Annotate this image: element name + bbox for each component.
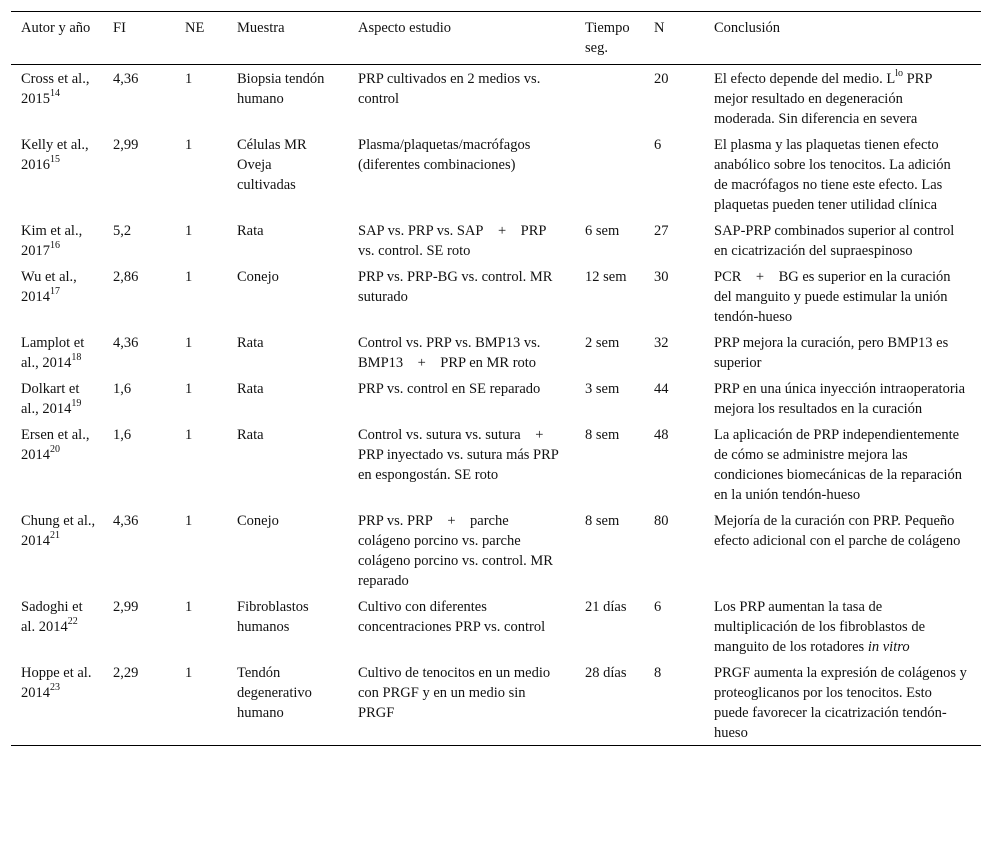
aspecto-cell: PRP vs. control en SE reparado xyxy=(358,381,541,397)
muestra-cell: Rata xyxy=(237,427,264,443)
muestra-cell: Biopsia tendón humano xyxy=(237,71,325,107)
author-cell: Ersen et al., 2014$^{20}$ xyxy=(21,427,90,463)
tiempo-cell: 21 días xyxy=(585,599,627,615)
fi-cell: 5,2 xyxy=(113,223,132,239)
n-cell: 30 xyxy=(654,269,669,285)
table-row xyxy=(11,659,981,746)
aspecto-cell: SAP vs. PRP vs. SAP + PRP vs. control. SE roto xyxy=(358,223,546,259)
author-cell: Kelly et al., 2016$^{15}$ xyxy=(21,137,89,173)
n-cell: 20 xyxy=(654,71,669,87)
ne-cell: 1 xyxy=(185,513,193,529)
reference: 22 xyxy=(67,616,78,628)
reference: 20 xyxy=(50,444,60,456)
header-tiempo: Tiempo seg. xyxy=(585,20,630,56)
fi-cell: 4,36 xyxy=(113,335,139,351)
tiempo-cell: 2 sem xyxy=(585,335,620,351)
fi-cell: 2,99 xyxy=(113,599,139,615)
table-row xyxy=(11,375,981,421)
conclusion-cell: El plasma y las plaquetas tienen efecto anabólico sobre los tenocitos. La adición de macrófagos no tiene este efecto. Las plaquetas pueden tener utilidad clínica xyxy=(714,137,951,213)
conclusion-superscript: lo xyxy=(895,68,903,80)
aspecto-cell: Plasma/plaquetas/macrófagos (diferentes combinaciones) xyxy=(358,137,531,173)
author-cell: Kim et al., 2017$^{16}$ xyxy=(21,223,83,259)
studies-table-container xyxy=(11,11,981,746)
header-ne: NE xyxy=(185,20,205,36)
aspecto-cell: Cultivo de tenocitos en un medio con PRGF y en un medio sin PRGF xyxy=(358,665,551,721)
muestra-cell: Fibroblastos humanos xyxy=(237,599,309,635)
n-cell: 32 xyxy=(654,335,669,351)
muestra-cell: Rata xyxy=(237,335,264,351)
n-cell: 48 xyxy=(654,427,669,443)
aspecto-cell: PRP cultivados en 2 medios vs. control xyxy=(358,71,541,107)
ne-cell: 1 xyxy=(185,71,193,87)
reference: 23 xyxy=(50,682,60,694)
reference: 16 xyxy=(50,240,60,252)
author-cell: Sadoghi et al. 2014$^{22}$ xyxy=(21,599,83,635)
ne-cell: 1 xyxy=(185,665,193,681)
table-row xyxy=(11,593,981,659)
n-cell: 27 xyxy=(654,223,669,239)
conclusion-cell: PRP en una única inyección intraoperatoria mejora los resultados en la curación xyxy=(714,381,966,417)
fi-cell: 2,99 xyxy=(113,137,139,153)
ne-cell: 1 xyxy=(185,223,193,239)
ne-cell: 1 xyxy=(185,599,193,615)
header-author: Autor y año xyxy=(21,20,91,36)
author-cell: Dolkart et al., 2014$^{19}$ xyxy=(21,381,82,417)
n-cell: 6 xyxy=(654,137,662,153)
reference: 14 xyxy=(50,88,60,100)
fi-cell: 1,6 xyxy=(113,427,132,443)
reference: 21 xyxy=(50,530,60,542)
conclusion-cell: El efecto depende del medio. $L^{lo}$ PRP mejor resultado en degeneración moderada. Sin diferencia en severa xyxy=(714,68,932,127)
n-cell: 6 xyxy=(654,599,662,615)
aspecto-cell: Cultivo con diferentes concentraciones PRP vs. control xyxy=(358,599,546,635)
muestra-cell: Rata xyxy=(237,223,264,239)
muestra-cell: Tendón degenerativo humano xyxy=(237,665,312,721)
tiempo-cell: 8 sem xyxy=(585,427,620,443)
aspecto-cell: PRP vs. PRP-BG vs. control. MR suturado xyxy=(358,269,553,305)
table-row xyxy=(11,263,981,329)
fi-cell: 4,36 xyxy=(113,71,139,87)
author-cell: Wu et al., 2014$^{17}$ xyxy=(21,269,77,305)
tiempo-cell: 28 días xyxy=(585,665,627,681)
header-fi: FI xyxy=(113,20,126,36)
aspecto-cell: Control vs. PRP vs. BMP13 vs. BMP13 + PRP en MR roto xyxy=(358,335,541,371)
author-cell: Chung et al., 2014$^{21}$ xyxy=(21,513,96,549)
ne-cell: 1 xyxy=(185,335,193,351)
table-header xyxy=(11,12,981,65)
aspecto-cell: Control vs. sutura vs. sutura + PRP inyectado vs. sutura más PRP en espongostán. SE roto xyxy=(358,427,559,483)
ne-cell: 1 xyxy=(185,427,193,443)
fi-cell: 2,29 xyxy=(113,665,139,681)
header-conclusion: Conclusión xyxy=(714,20,781,36)
table-row xyxy=(11,217,981,263)
table-row xyxy=(11,507,981,593)
header-n: N xyxy=(654,20,665,36)
author-cell: Cross et al., 2015$^{14}$ xyxy=(21,71,90,107)
muestra-cell: Rata xyxy=(237,381,264,397)
tiempo-cell: 8 sem xyxy=(585,513,620,529)
reference: 15 xyxy=(50,154,60,166)
ne-cell: 1 xyxy=(185,381,193,397)
tiempo-cell: 12 sem xyxy=(585,269,627,285)
fi-cell: 4,36 xyxy=(113,513,139,529)
muestra-cell: Conejo xyxy=(237,513,279,529)
header-muestra: Muestra xyxy=(237,20,285,36)
conclusion-cell: Los PRP aumentan la tasa de multiplicación de los fibroblastos de manguito de los rotadores in vitro xyxy=(714,599,926,655)
conclusion-cell: Mejoría de la curación con PRP. Pequeño efecto adicional con el parche de colágeno xyxy=(714,513,961,549)
ne-cell: 1 xyxy=(185,269,193,285)
fi-cell: 1,6 xyxy=(113,381,132,397)
tiempo-cell: 3 sem xyxy=(585,381,620,397)
reference: 17 xyxy=(50,286,60,298)
author-cell: Lamplot et al., 2014$^{18}$ xyxy=(21,335,85,371)
tiempo-cell: 6 sem xyxy=(585,223,620,239)
conclusion-italic: in vitro xyxy=(867,639,910,655)
muestra-cell: Células MR Oveja cultivadas xyxy=(237,137,307,193)
table-row xyxy=(11,65,981,132)
header-aspecto: Aspecto estudio xyxy=(358,20,452,36)
tiempo-cell xyxy=(575,131,644,217)
studies-table xyxy=(11,11,981,746)
conclusion-cell: La aplicación de PRP independientemente de cómo se administre mejora las condiciones biomecánicas de la reparación en la unión tendón-hueso xyxy=(714,427,962,503)
conclusion-cell: SAP-PRP combinados superior al control en cicatrización del supraespinoso xyxy=(714,223,955,259)
reference: 19 xyxy=(71,398,82,410)
table-body xyxy=(11,65,981,746)
tiempo-cell xyxy=(575,65,644,132)
reference: 18 xyxy=(71,352,82,364)
table-row xyxy=(11,329,981,375)
conclusion-cell: PRGF aumenta la expresión de colágenos y proteoglicanos por los tenocitos. Esto puede favorecer la cicatrización tendón-hueso xyxy=(714,665,967,741)
conclusion-cell: PRP mejora la curación, pero BMP13 es superior xyxy=(714,335,949,371)
n-cell: 8 xyxy=(654,665,662,681)
aspecto-cell: PRP vs. PRP + parche colágeno porcino vs. parche colágeno porcino vs. control. MR reparado xyxy=(358,513,553,589)
n-cell: 80 xyxy=(654,513,669,529)
table-row xyxy=(11,421,981,507)
table-row xyxy=(11,131,981,217)
n-cell: 44 xyxy=(654,381,669,397)
conclusion-cell: PCR + BG es superior en la curación del manguito y puede estimular la unión tendón-hueso xyxy=(714,269,951,325)
fi-cell: 2,86 xyxy=(113,269,139,285)
author-cell: Hoppe et al. 2014$^{23}$ xyxy=(21,665,92,701)
ne-cell: 1 xyxy=(185,137,193,153)
muestra-cell: Conejo xyxy=(237,269,279,285)
